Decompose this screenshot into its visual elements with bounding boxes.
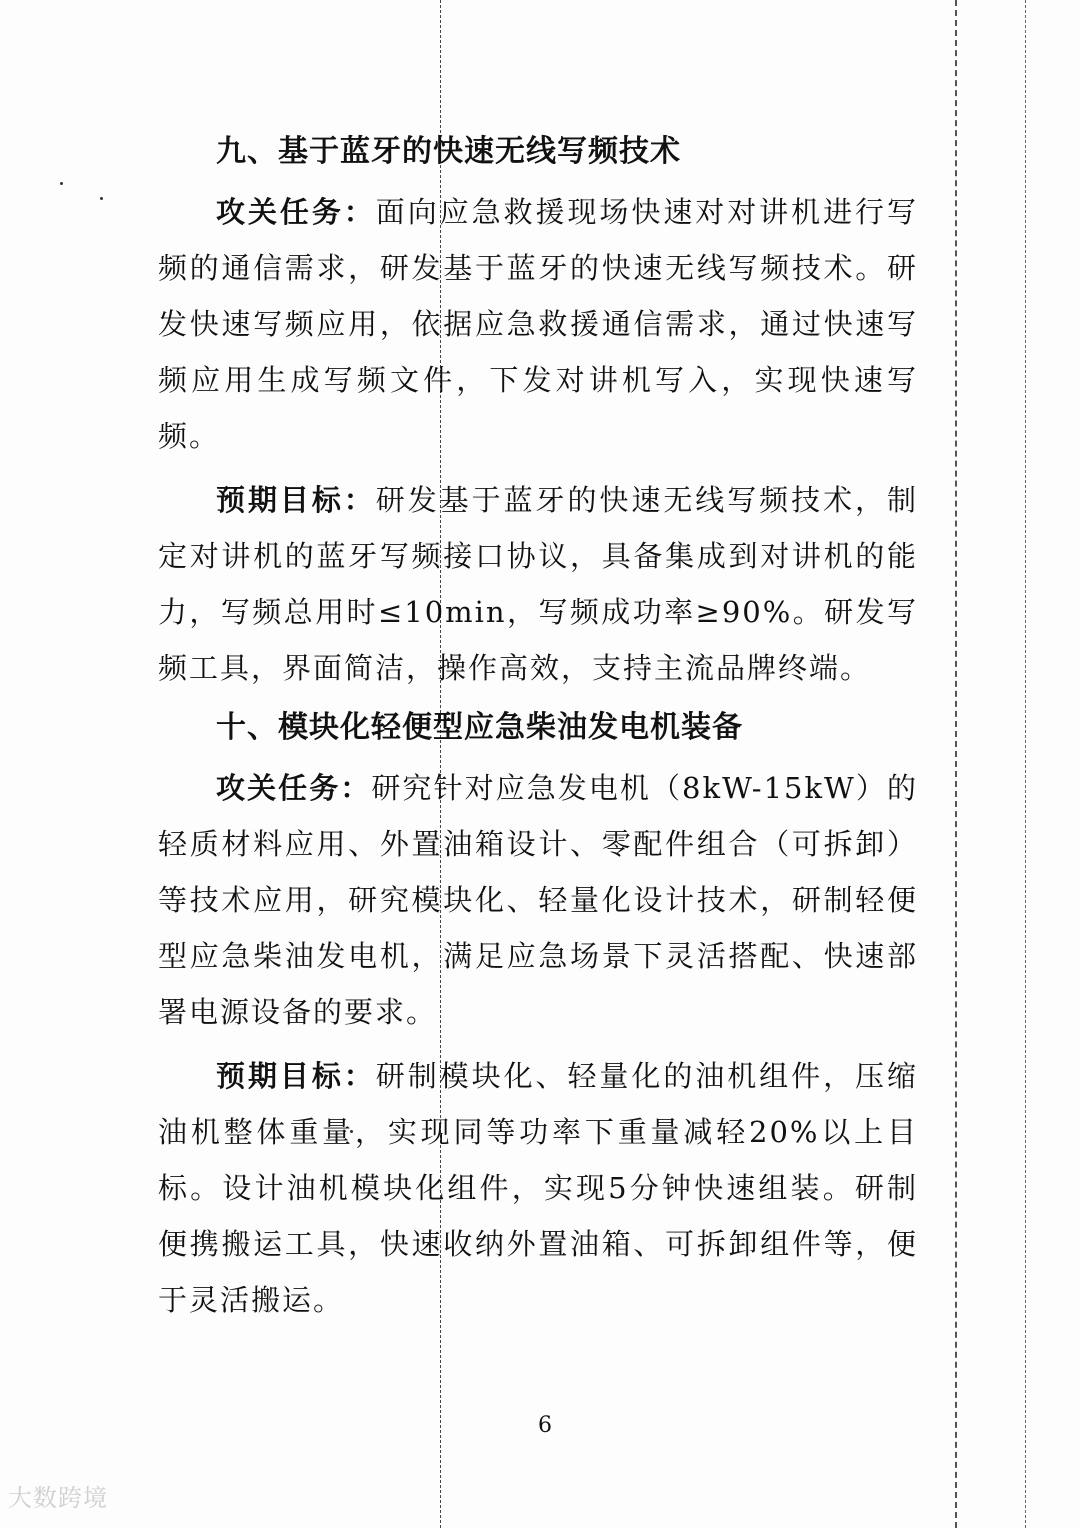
page-number: 6 xyxy=(538,1413,552,1438)
task-label: 攻关任务： xyxy=(216,195,376,229)
task-label: 攻关任务： xyxy=(216,771,372,805)
section-heading: 十、模块化轻便型应急柴油发电机装备 xyxy=(216,710,743,745)
goal-label: 预期目标： xyxy=(216,1059,376,1093)
scan-speck xyxy=(100,197,103,200)
scan-dashed-line-right xyxy=(955,0,957,1528)
watermark: 大数跨境 xyxy=(8,1484,108,1512)
scan-speck xyxy=(60,182,63,185)
document-body xyxy=(158,128,918,1336)
task-text: 面向应急救援现场快速对对讲机进行写频的通信需求，研发基于蓝牙的快速无线写频技术。研发快速写频应用，依据应急救援通信需求，通过快速写频应用生成写频文件，下发对讲机写入，实现快速写频。 xyxy=(158,195,918,453)
goal-paragraph xyxy=(158,472,918,696)
task-text: 研究针对应急发电机（8kW-15kW）的轻质材料应用、外置油箱设计、零配件组合（可拆卸）等技术应用，研究模块化、轻量化设计技术，研制轻便型应急柴油发电机，满足应急场景下灵活搭配、快速部署电源设备的要求。 xyxy=(158,771,918,1029)
scan-dashed-line-edge xyxy=(1025,0,1026,1528)
goal-text: 研制模块化、轻量化的油机组件，压缩油机整体重量，实现同等功率下重量减轻20%以上目标。设计油机模块化组件，实现5分钟快速组装。研制便携搬运工具，快速收纳外置油箱、可拆卸组件等，便于灵活搬运。 xyxy=(158,1059,918,1317)
task-paragraph xyxy=(158,760,918,1040)
goal-label: 预期目标： xyxy=(216,483,376,517)
goal-paragraph xyxy=(158,1048,918,1328)
goal-text: 研发基于蓝牙的快速无线写频技术，制定对讲机的蓝牙写频接口协议，具备集成到对讲机的能力，写频总用时≤10min，写频成功率≥90%。研发写频工具，界面简洁，操作高效，支持主流品牌终端。 xyxy=(158,483,918,685)
section-heading: 九、基于蓝牙的快速无线写频技术 xyxy=(216,134,681,169)
task-paragraph xyxy=(158,184,918,464)
section-10 xyxy=(158,704,918,1328)
section-9 xyxy=(158,128,918,696)
